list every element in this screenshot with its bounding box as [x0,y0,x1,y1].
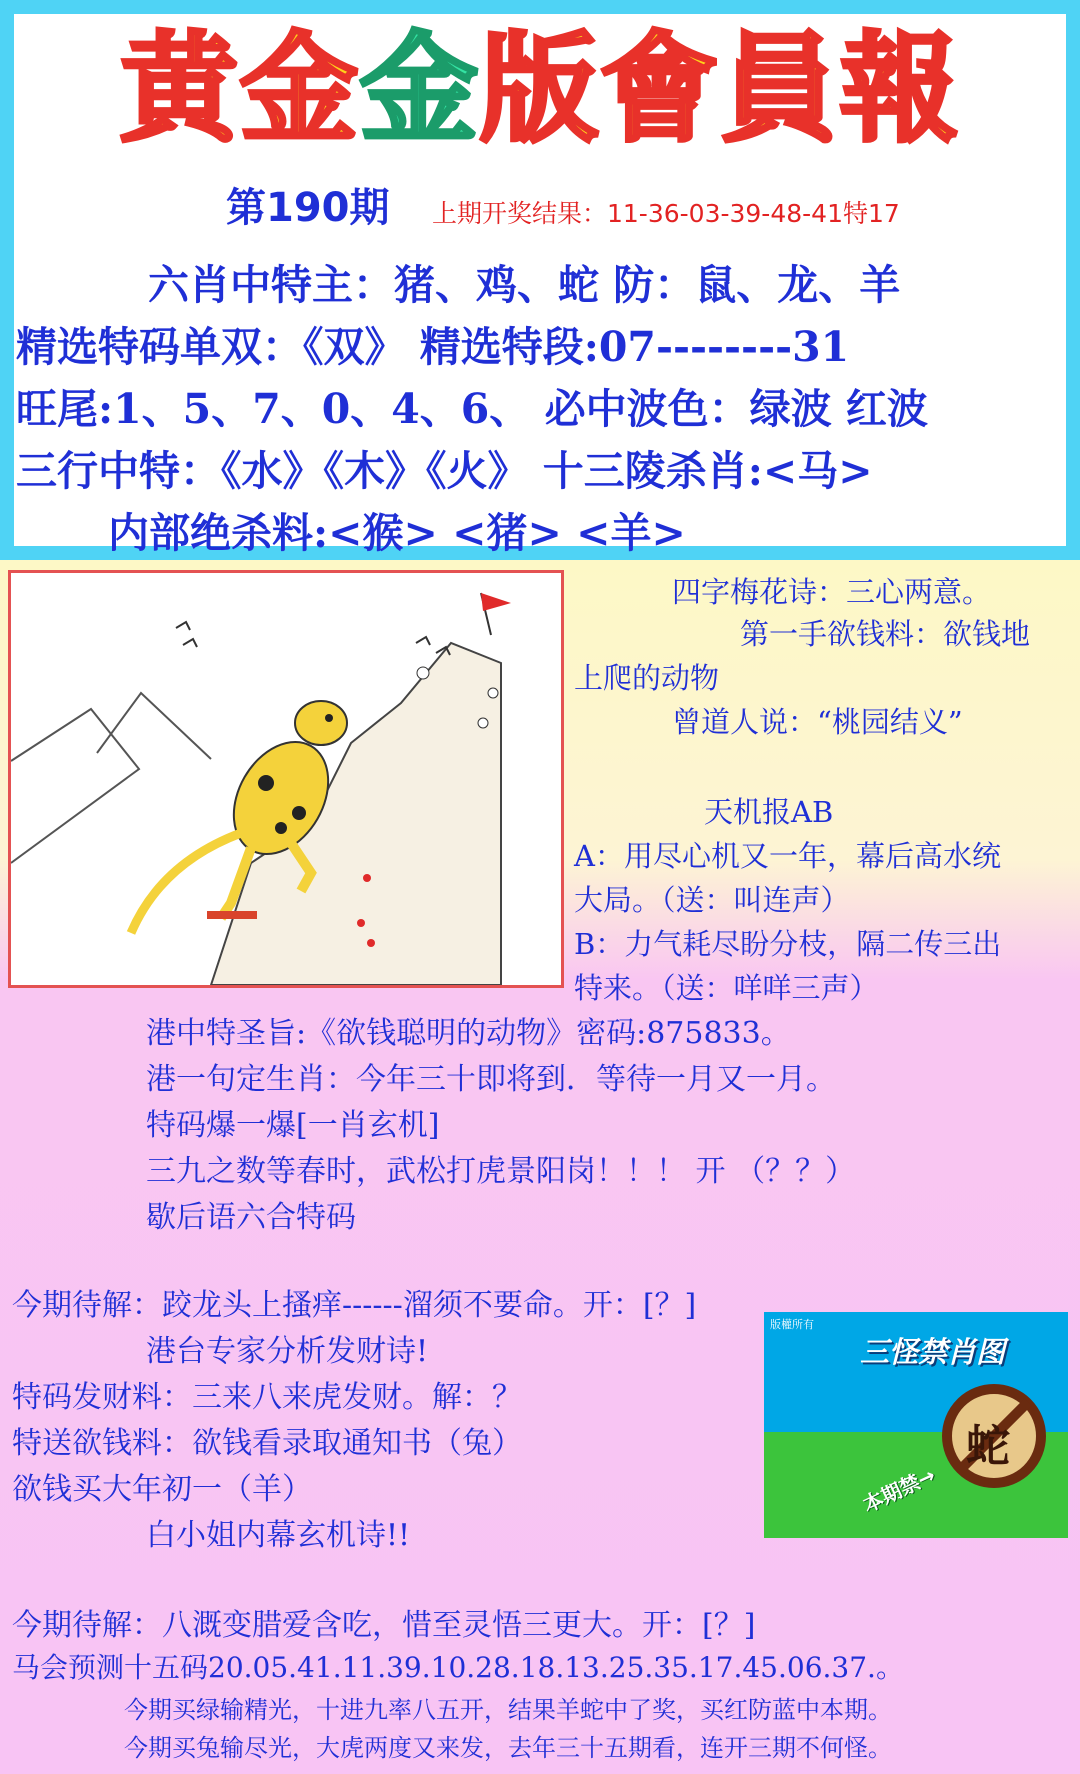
title-char: 報 [840,20,961,158]
tianji-b-cont: 特来。（送：咩咩三声） [574,971,879,1005]
banner-char: 蛇 [966,1421,1010,1472]
banner-tag: 本期禁→ [859,1462,939,1517]
title-char: 金 [239,20,360,158]
title-char: 黄 [119,20,240,158]
inner-kill-line: 内部绝杀料:<猴> <猪> <羊> [108,509,686,557]
expert-poem-title: 港台专家分析发财诗! [146,1334,429,1369]
title-char: 版 [479,20,600,158]
xiehouyu-line: 歇后语六合特码 [146,1200,356,1235]
title-char: 會 [600,20,721,158]
first-hand-tip: 第一手欲钱料：欲钱地 [740,617,1031,651]
tianji-title: 天机报AB [704,795,834,829]
new-year-line: 欲钱买大年初一（羊） [12,1472,312,1507]
banned-zodiac-banner [764,1312,1068,1538]
zodiac-line: 港一句定生肖：今年三十即将到．等待一月又一月。 [146,1062,836,1097]
six-zodiac-line: 六肖中特主：猪、鸡、蛇 防：鼠、龙、羊 [148,261,901,309]
odd-even-line: 精选特码单双：《双》 精选特段:07--------31 [16,323,850,371]
elements-line: 三行中特：《水》《木》《火》 十三陵杀肖:<马> [16,447,873,495]
tianji-b: B：力气耗尽盼分枝，隔二传三出 [574,927,1002,961]
banner-corner: 版權所有 [770,1318,814,1331]
banner-title: 三怪禁肖图 [860,1335,1006,1369]
issue-number: 第190期 [226,185,390,231]
spring-line: 三九之数等春时，武松打虎景阳岗！！！ 开 （？？） [146,1154,856,1189]
riddle-line-2: 今期待解：八溉变腊爱含吃，惜至灵悟三更大。开：[？] [12,1608,756,1643]
riddle-line-1: 今期待解：跤龙头上搔痒------溜须不要命。开：[？] [12,1288,697,1323]
verse-line-2: 今期买兔输尽光，大虎两度又来发，去年三十五期看，连开三期不何怪。 [124,1734,892,1762]
last-result: 上期开奖结果：11-36-03-39-48-41特17 [432,199,900,228]
plum-poem: 四字梅花诗：三心两意。 [672,575,992,609]
fifteen-codes: 马会预测十五码20.05.41.11.39.10.28.18.13.25.35.17.45.06.37.。 [12,1651,904,1684]
tianji-a-cont: 大局。（送：叫连声） [574,883,850,917]
tianji-a: A：用尽心机又一年，幕后高水统 [574,839,1001,873]
decree-line: 港中特圣旨:《欲钱聪明的动物》密码:875833。 [146,1016,791,1051]
mountain-dog-icon [11,573,561,985]
masthead-title [14,14,1066,164]
fortune-line: 特码发财料：三来八来虎发财。解：？ [12,1380,522,1415]
dog-illustration [8,570,564,988]
title-char: 金 [359,20,480,158]
verse-line-1: 今期买绿输精光，十进九率八五开，结果羊蛇中了奖，买红防蓝中本期。 [124,1696,892,1724]
mystery-line: 特码爆一爆[一肖玄机] [146,1108,440,1143]
miss-bai-title: 白小姐内幕玄机诗!! [146,1518,411,1553]
banned-circle-icon [942,1384,1046,1488]
tail-color-line: 旺尾:1、5、7、0、4、6、 必中波色：绿波 红波 [16,385,928,433]
daoist-saying: 曾道人说：“桃园结义” [672,705,963,739]
first-hand-tip-cont: 上爬的动物 [574,661,720,695]
title-char: 員 [720,20,841,158]
special-line: 特送欲钱料：欲钱看录取通知书（兔） [12,1426,522,1461]
